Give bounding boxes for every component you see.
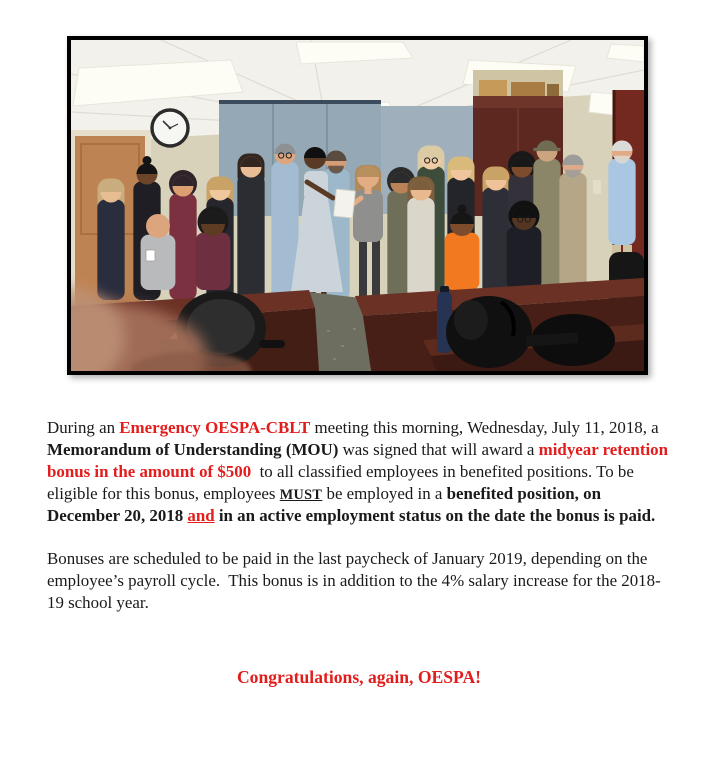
text-segment: meeting this morning, Wednesday, July 11, 2018, a (310, 418, 663, 437)
person-figure (407, 177, 434, 301)
text-segment: was signed that will award a (338, 439, 539, 459)
announcement-body (47, 417, 671, 689)
person-figure (482, 167, 509, 301)
person-figure (507, 201, 542, 291)
text-segment: During an (47, 418, 120, 437)
text-segment: and (187, 505, 215, 525)
text-segment: midyear retention bonus in the amount of $500 (47, 439, 673, 481)
text-segment: Memorandum of Understanding (MOU) (47, 439, 339, 459)
person-figure (97, 179, 124, 301)
text-segment: be employed in a (322, 483, 447, 503)
text-segment: Emergency OESPA-CBLT (119, 418, 311, 437)
person-figure (559, 155, 586, 301)
mou-paper (334, 189, 356, 218)
person-figure (196, 207, 231, 291)
payment-paragraph: Bonuses are scheduled to be paid in the last paycheck of January 2019, depending on the employee’s payroll cycle. This bonus is in addition to the 4% salary increase for the 2018-19 school year. (47, 548, 661, 612)
person-figure (237, 154, 264, 301)
intro-paragraph (47, 417, 671, 527)
wall-clock (152, 110, 188, 146)
text-segment: to all classified employees in benefited positions. To be eligible for this bonus, employees (47, 461, 639, 503)
text-segment: benefited position, on December 20, 2018 (47, 483, 606, 525)
closing-line: Congratulations, again, OESPA! (236, 666, 482, 687)
text-segment: in an active employment status on the date the bonus is paid. (214, 505, 656, 525)
group-photo-illustration (71, 40, 644, 371)
group-photo (67, 36, 648, 375)
text-segment: MUST (279, 486, 323, 503)
